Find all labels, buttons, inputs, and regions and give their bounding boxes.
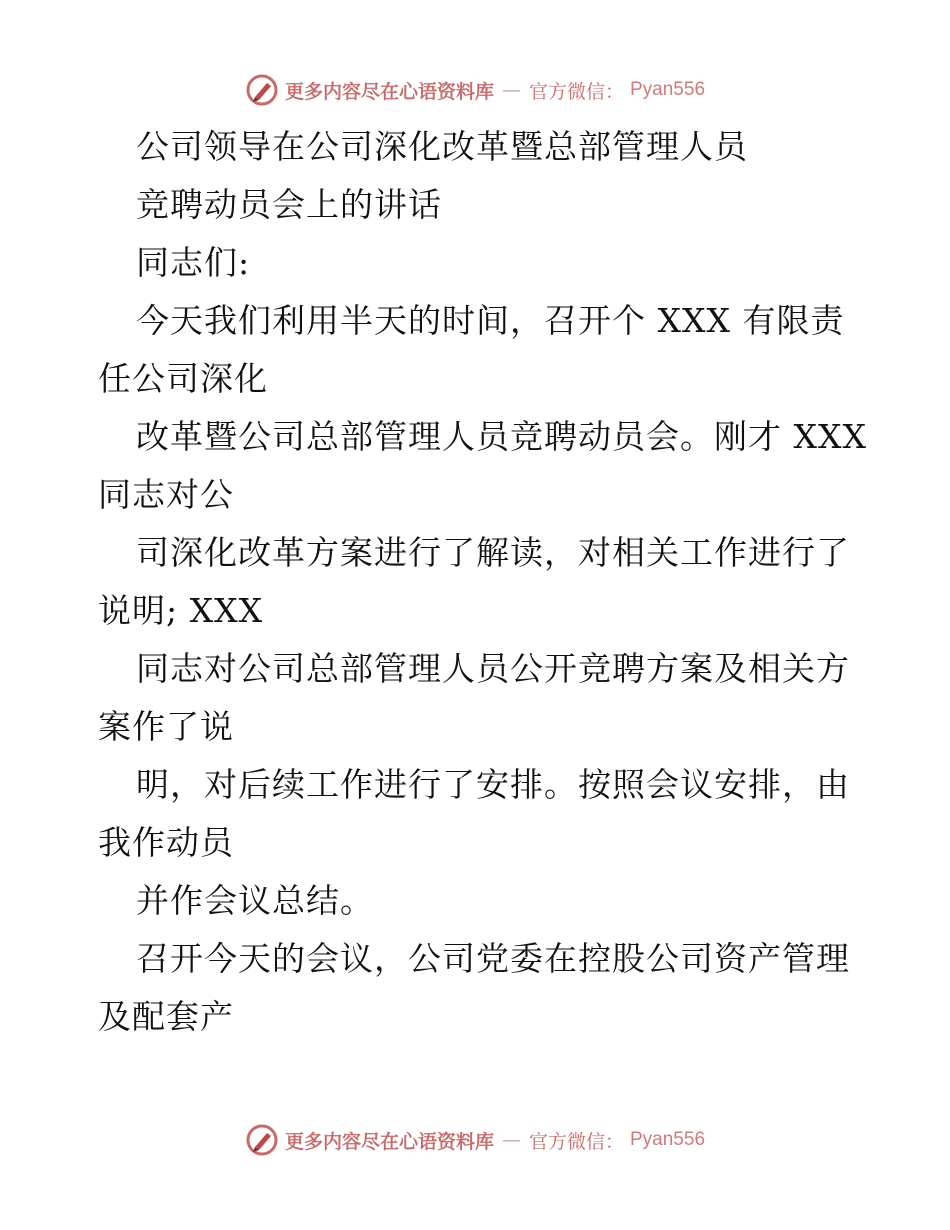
footer-banner [0, 1120, 950, 1160]
document-title-line-2: 竞聘动员会上的讲话 [136, 185, 442, 224]
pen-logo-icon [245, 73, 279, 107]
footer-banner-wechat-id: Pyan556 [630, 1129, 706, 1150]
paragraph-line: 明，对后续工作进行了安排。按照会议安排，由 [136, 765, 850, 804]
paragraph-line: 改革暨公司总部管理人员竞聘动员会。刚才 XXX [136, 417, 867, 456]
paragraph-line: 并作会议总结。 [136, 881, 374, 920]
paragraph-line: 同志对公 [98, 475, 234, 514]
header-banner-title: 更多内容尽在心语资料库 [284, 80, 494, 103]
paragraph-line: 任公司深化 [98, 359, 268, 398]
footer-banner-separator: — [501, 1129, 521, 1151]
paragraph-line: 说明; XXX [98, 591, 264, 630]
footer-banner-subtitle: 官方微信： [528, 1130, 624, 1153]
document-title-line-1: 公司领导在公司深化改革暨总部管理人员 [136, 127, 748, 166]
header-banner-wechat-id: Pyan556 [630, 79, 706, 100]
pen-logo-icon [245, 1123, 279, 1157]
salutation: 同志们: [136, 243, 251, 282]
paragraph-line: 同志对公司总部管理人员公开竞聘方案及相关方 [136, 649, 850, 688]
paragraph-line: 司深化改革方案进行了解读，对相关工作进行了 [136, 533, 850, 572]
paragraph-line: 今天我们利用半天的时间，召开个 XXX 有限责 [136, 301, 845, 340]
paragraph-line: 我作动员 [98, 823, 234, 862]
header-banner-separator: — [501, 79, 521, 101]
paragraph-line: 及配套产 [98, 997, 234, 1036]
footer-banner-content [245, 1123, 705, 1157]
paragraph-line: 案作了说 [98, 707, 234, 746]
header-banner-subtitle: 官方微信： [528, 80, 624, 103]
footer-banner-title: 更多内容尽在心语资料库 [284, 1130, 494, 1153]
header-banner [0, 70, 950, 110]
header-banner-content [245, 73, 705, 107]
paragraph-line: 召开今天的会议，公司党委在控股公司资产管理 [136, 939, 850, 978]
document-body [98, 118, 867, 1046]
